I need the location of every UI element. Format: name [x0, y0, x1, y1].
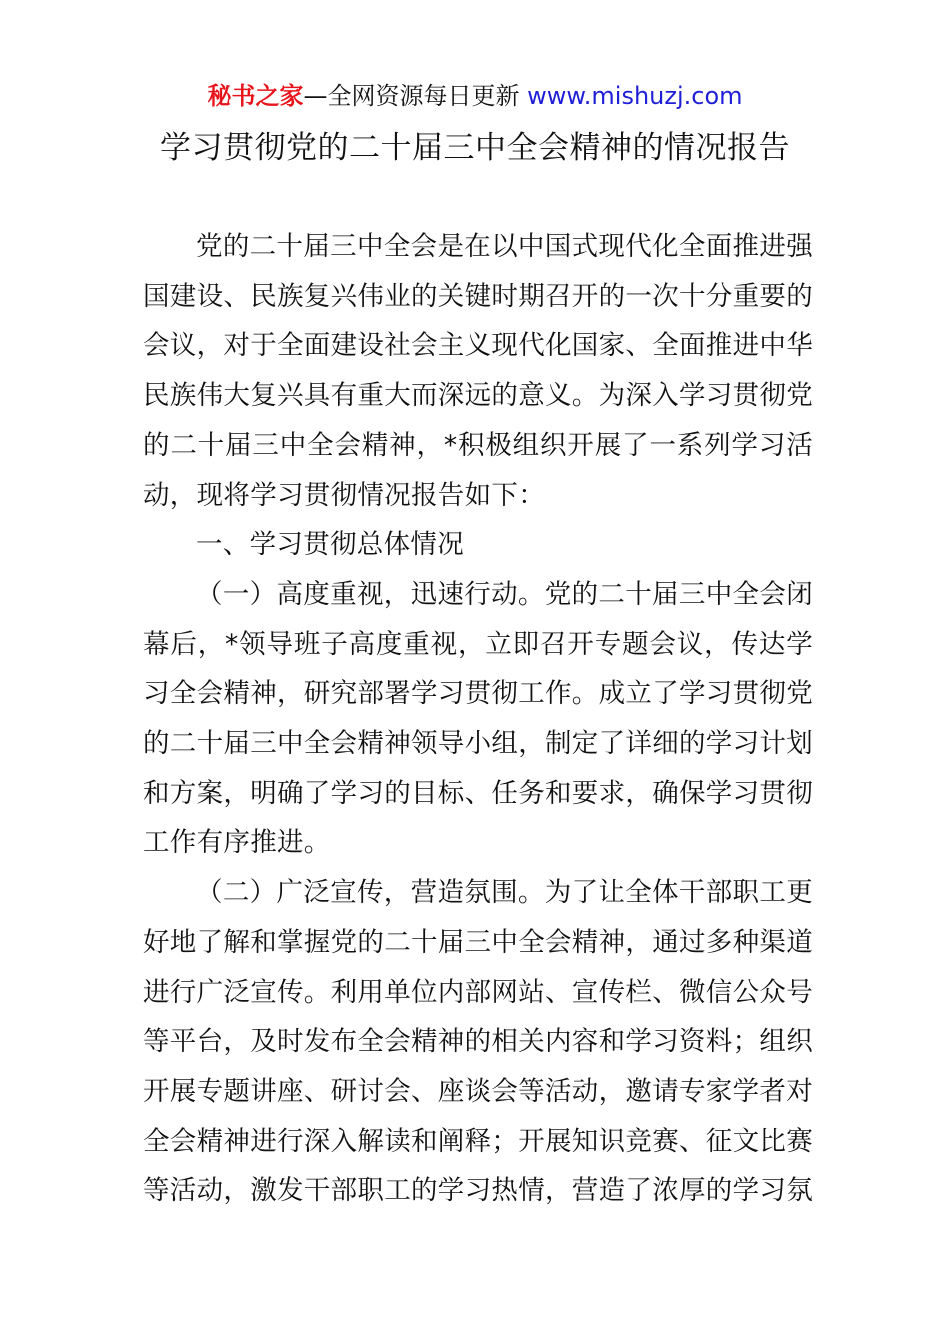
site-url-link[interactable]: www.mishuzj.com — [527, 82, 743, 110]
subsection-paragraph-1: （一）高度重视，迅速行动。党的二十届三中全会闭幕后，*领导班子高度重视，立即召开专题会议，传达学习全会精神，研究部署学习贯彻工作。成立了学习贯彻党的二十届三中全会精神领导小组，制定了详细的学习计划和方案，明确了学习的目标、任务和要求，确保学习贯彻工作有序推进。 — [143, 578, 813, 859]
document-body — [143, 222, 813, 1216]
site-header — [0, 80, 950, 112]
brand-name: 秘书之家 — [207, 82, 304, 110]
subsection-paragraph-2: （二）广泛宣传，营造氛围。为了让全体干部职工更好地了解和掌握党的二十届三中全会精神，通过多种渠道进行广泛宣传。利用单位内部网站、宣传栏、微信公众号等平台，及时发布全会精神的相关内容和学习资料；组织开展专题讲座、研讨会、座谈会等活动，邀请专家学者对全会精神进行深入解读和阐释；开展知识竞赛、征文比赛等活动，激发干部职工的学习热情，营造了浓厚的学习氛 — [143, 877, 813, 1207]
document-title: 学习贯彻党的二十届三中全会精神的情况报告 — [160, 130, 790, 166]
site-tagline: —全网资源每日更新 — [303, 82, 528, 110]
intro-paragraph: 党的二十届三中全会是在以中国式现代化全面推进强国建设、民族复兴伟业的关键时期召开的一次十分重要的会议，对于全面建设社会主义现代化国家、全面推进中华民族伟大复兴具有重大而深远的意义。为深入学习贯彻党的二十届三中全会精神，*积极组织开展了一系列学习活动，现将学习贯彻情况报告如下： — [143, 231, 813, 511]
section-heading-1: 一、学习贯彻总体情况 — [196, 529, 464, 561]
